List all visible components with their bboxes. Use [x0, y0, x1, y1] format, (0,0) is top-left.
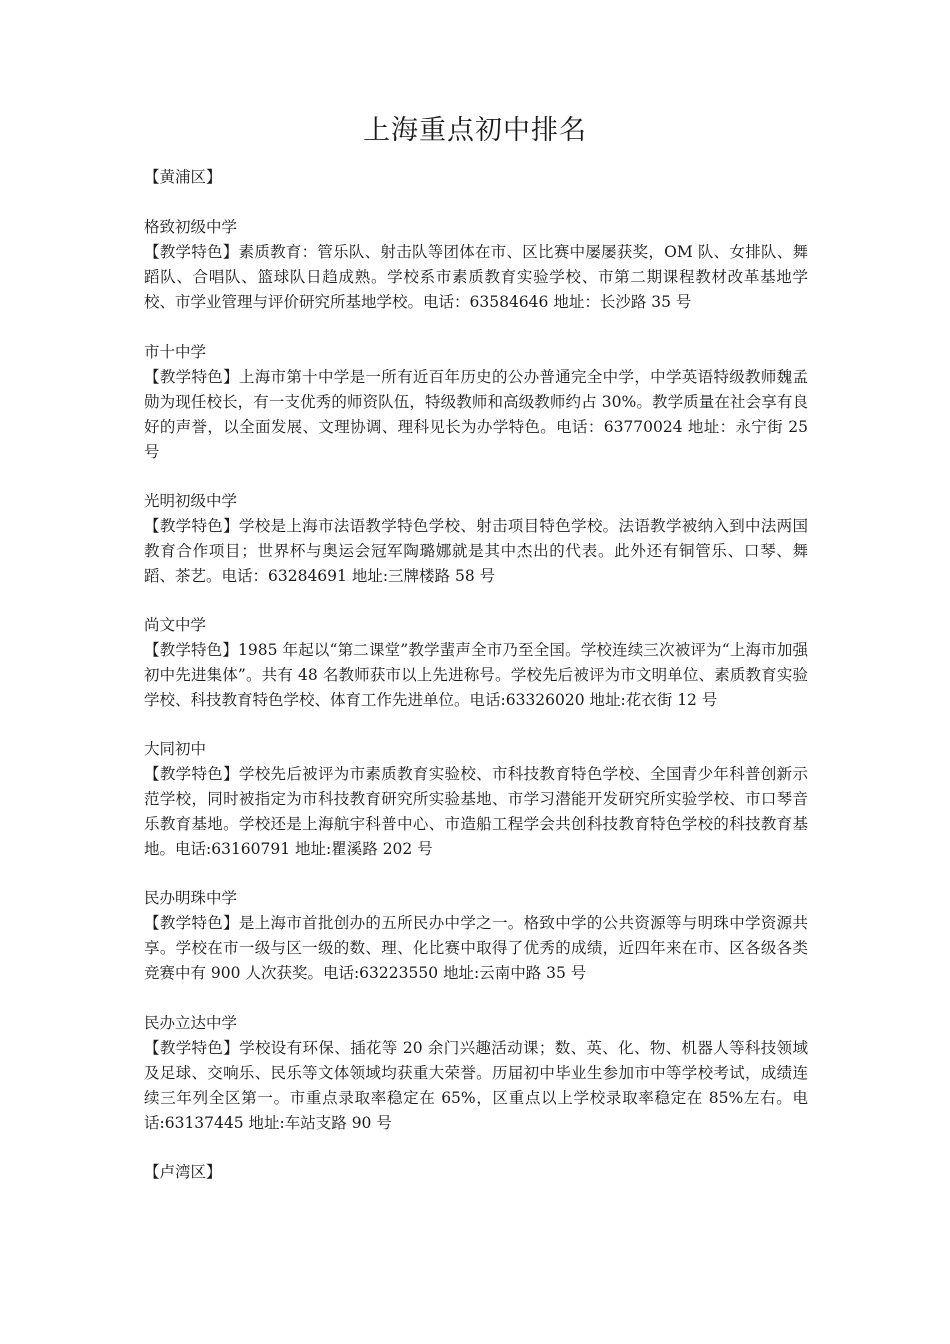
school-description: 【教学特色】学校先后被评为市素质教育实验校、市科技教育特色学校、全国青少年科普创新示范学校，同时被指定为市科技教育研究所实验基地、市学习潜能开发研究所实验学校、市口琴音乐教育基地。学校还是上海航宇科普中心、市造船工程学会共创科技教育特色学校的科技教育基地。电话:63160791 地址:瞿溪路 202 号 — [144, 765, 808, 858]
school-name: 民办立达中学 — [144, 1014, 238, 1032]
school-description: 【教学特色】学校是上海市法语教学特色学校、射击项目特色学校。法语教学被纳入到中法两国教育合作项目；世界杯与奥运会冠军陶璐娜就是其中杰出的代表。此外还有铜管乐、口琴、舞蹈、茶艺。电话：63284691 地址:三牌楼路 58 号 — [144, 517, 808, 585]
school-description: 【教学特色】上海市第十中学是一所有近百年历史的公办普通完全中学，中学英语特级教师魏孟勋为现任校长，有一支优秀的师资队伍，特级教师和高级教师约占 30%。教学质量在社会享有良好的声誉，以全面发展、文理协调、理科见长为办学特色。电话：63770024 地址：永宁街 25 号 — [144, 368, 808, 461]
school-name: 尚文中学 — [144, 616, 207, 634]
school-description: 【教学特色】素质教育：管乐队、射击队等团体在市、区比赛中屡屡获奖，OM 队、女排队、舞蹈队、合唱队、篮球队日趋成熟。学校系市素质教育实验学校、市第二期课程教材改革基地学校、市学业管理与评价研究所基地学校。电话：63584646 地址：长沙路 35 号 — [144, 243, 808, 311]
school-name: 大同初中 — [144, 740, 207, 758]
school-description: 【教学特色】学校设有环保、插花等 20 余门兴趣活动课；数、英、化、物、机器人等科技领域及足球、交响乐、民乐等文体领域均获重大荣誉。历届初中毕业生参加市中等学校考试，成绩连续三年列全区第一。市重点录取率稳定在 65%，区重点以上学校录取率稳定在 85%左右。电话:63137445 地址:车站支路 90 号 — [144, 1039, 808, 1132]
school-name: 格致初级中学 — [144, 218, 238, 236]
district-heading: 【卢湾区】 — [144, 1163, 222, 1181]
school-name: 光明初级中学 — [144, 492, 238, 510]
district-heading: 【黄浦区】 — [144, 168, 222, 186]
school-description: 【教学特色】是上海市首批创办的五所民办中学之一。格致中学的公共资源等与明珠中学资源共享。学校在市一级与区一级的数、理、化比赛中取得了优秀的成绩，近四年来在市、区各级各类竞赛中有 900 人次获奖。电话:63223550 地址:云南中路 35 号 — [144, 914, 808, 982]
school-name: 民办明珠中学 — [144, 889, 238, 907]
page-title: 上海重点初中排名 — [363, 115, 587, 146]
school-description: 【教学特色】1985 年起以“第二课堂”教学蜚声全市乃至全国。学校连续三次被评为“上海市加强初中先进集体”。共有 48 名教师获市以上先进称号。学校先后被评为市文明单位、素质教育实验学校、科技教育特色学校、体育工作先进单位。电话:63326020 地址:花衣街 12 号 — [144, 641, 808, 709]
school-name: 市十中学 — [144, 343, 207, 361]
